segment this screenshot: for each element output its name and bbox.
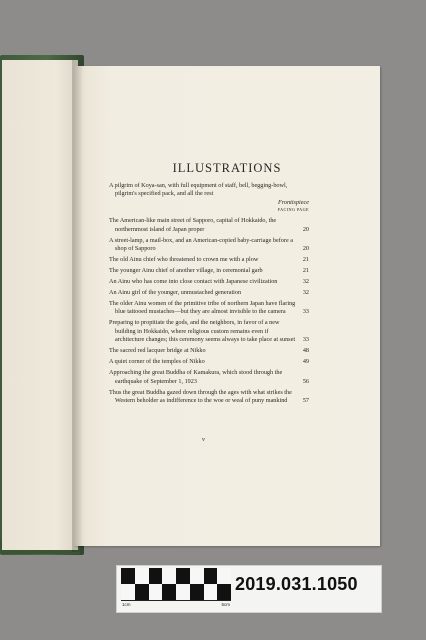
entry-page: 48 — [302, 347, 309, 355]
accession-number: 2019.031.1050 — [235, 574, 358, 594]
entry-page: 21 — [302, 256, 309, 264]
entry-text: The older Ainu women of the primitive tribe of northern Japan have flaring blue tattooed mustaches—but they are almost invisible to the camera — [109, 300, 296, 316]
catalog-card — [116, 565, 382, 613]
facing-page-label: FACING PAGE — [277, 207, 309, 213]
entry-page: Frontispiece — [277, 198, 309, 206]
page-title: ILLUSTRATIONS — [172, 161, 282, 175]
list-item — [109, 289, 309, 297]
page-number: v — [202, 437, 205, 443]
list-item — [109, 319, 309, 344]
list-item — [109, 217, 309, 234]
page-gutter — [72, 60, 82, 552]
entry-page: 20 — [302, 245, 309, 253]
entry-text: The sacred red lacquer bridge at Nikko — [109, 347, 206, 355]
entry-text: Approaching the great Buddha of Kamakura, which stood through the earthquake of September 1, 1923 — [109, 369, 283, 385]
list-item — [109, 256, 309, 264]
entry-text: Preparing to propitiate the gods, and the neighbors, in favor of a new building in Hokkaido, where religious custom remains even if architecture changes; this ceremony seems always to take place at sunset — [109, 319, 296, 344]
scale-start-label: 1cm — [122, 602, 131, 607]
entry-page: 56 — [302, 377, 309, 385]
entry-page: 49 — [302, 358, 309, 366]
entry-text: A street-lamp, a mail-box, and an American-copied baby-carriage before a shop of Sapporo — [109, 236, 293, 253]
list-item — [109, 237, 309, 254]
entry-text: Thus the great Buddha gazed down through the ages with what strikes the Western beholder as indifference to the woe or weal of puny mankind — [109, 388, 292, 405]
entry-text: The American-like main street of Sapporo, capital of Hokkaido, the northernmost island of Japan proper — [109, 217, 277, 233]
entry-page: 57 — [302, 397, 309, 405]
entry-page: 33 — [302, 336, 309, 344]
list-item — [109, 300, 309, 317]
list-item — [109, 278, 309, 286]
list-item — [109, 369, 309, 386]
list-item — [109, 267, 309, 275]
entry-text: A quiet corner of the temples of Nikko — [109, 358, 205, 366]
list-item — [109, 389, 309, 406]
entry-page: 33 — [302, 308, 309, 316]
scale-end-label: 5cm — [221, 602, 230, 607]
entry-text: The younger Ainu chief of another village, in ceremonial garb — [109, 267, 263, 275]
entry-text: An Ainu girl of the younger, unmustached generation — [109, 289, 242, 297]
scale-bar — [121, 600, 231, 612]
entry-page: 32 — [302, 278, 309, 286]
entry-text: A pilgrim of Koya-san, with full equipment of staff, bell, begging-bowl, pilgrim's specified pack, and all the rest — [109, 182, 288, 198]
list-item — [109, 358, 309, 366]
entry-text: The old Ainu chief who threatened to crown me with a plow — [109, 256, 259, 264]
list-item — [109, 347, 309, 355]
illustrations-list — [109, 182, 309, 408]
entry-page: 21 — [302, 267, 309, 275]
entry-page: 20 — [302, 225, 309, 233]
entry-page: 32 — [302, 289, 309, 297]
left-page — [2, 60, 78, 550]
entry-text: An Ainu who has come into close contact with Japanese civilization — [109, 278, 278, 286]
list-item — [109, 182, 309, 215]
